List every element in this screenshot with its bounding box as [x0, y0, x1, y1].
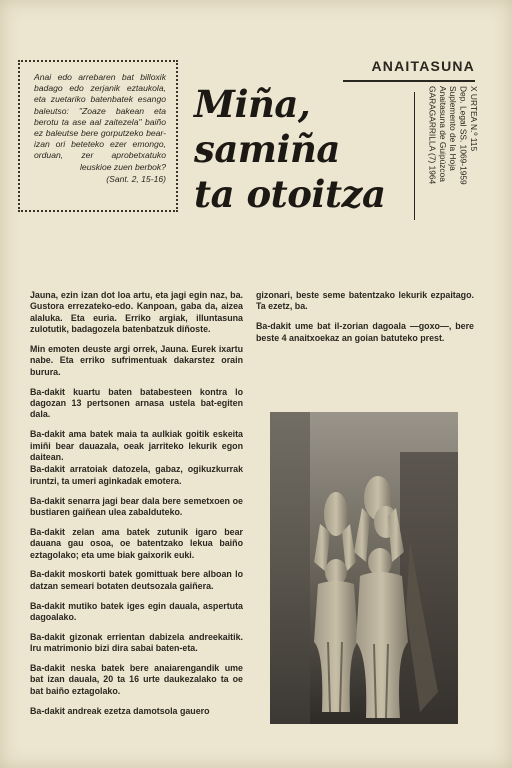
- paragraph: Ba-dakit neska batek bere anaiarengandik ume bat izan dauala, 20 ta 16 urte daukezalako ta oe bat baiño eztagolako.: [30, 663, 243, 696]
- paragraph: Ba-dakit gizonak errientan dabizela andreekaitik. Iru matrimonio bizi dira sabai baten-eta.: [30, 631, 243, 654]
- article-title: [194, 82, 414, 217]
- bleed-through-text: [229, 52, 237, 83]
- publication-name: ANAITASUNA: [371, 58, 475, 74]
- paragraph: Ba-dakit kuartu baten batabesteen kontra lo dagozan 13 pertsonen arnasa ustela bat-egiten dala.: [30, 386, 243, 420]
- quote-text: Anai edo arrebaren bat billoxik badago edo zerjanik eztaukola, eta zuetariko batenbatek esango baleutso: "Zoaze bakean eta berotu ta ase aal zaitezela" baiño ez baleutse bere gorputzeko bear-izan ori beteteko ezer emongo, orduan, zer aprobetxatuko leuskioe zuen berbok?: [34, 72, 166, 172]
- paragraph: Ba-dakit moskorti batek gomittuak bere alboan lo datzan semeari botaten deutsozala gaiñera.: [30, 569, 243, 591]
- paragraph: Min emoten deuste argi orrek, Jauna. Eurek ixartu nabe. Eta erriko sufrimentuak dakarstez orain burura.: [30, 344, 243, 377]
- info-line: GARAGARRILLA (7) 1964: [427, 86, 438, 185]
- info-line: Suplemento de la Hoja: [448, 86, 459, 171]
- info-line: X URTEA N.º 115: [469, 86, 479, 152]
- paragraph: Ba-dakit ama batek maia ta aulkiak goitik eskeita imiñi bear dauazala, oeak jarriteko lekurik egon daitean.: [30, 429, 243, 463]
- title-line: ta otoitza: [194, 172, 386, 216]
- title-line: samiña: [194, 127, 340, 171]
- paragraph: Ba-dakit ume bat il-zorian dagoala —goxo—, bere beste 4 anaitxoekaz an goian batuteko prest.: [256, 321, 474, 343]
- info-line: Dep. Legal SS. 1069-1959: [458, 86, 469, 185]
- article-column-right: [256, 290, 474, 352]
- sculpture-photo: [270, 412, 458, 724]
- paragraph: gizonari, beste seme batentzako lekurik ezpaitago. Ta ezetz, ba.: [256, 290, 474, 312]
- paragraph: Ba-dakit mutiko batek iges egin dauala, aspertuta dagoalako.: [30, 600, 243, 623]
- title-line: Miña,: [194, 82, 311, 126]
- paragraph: Jauna, ezin izan dot loa artu, eta jagi egin naz, ba. Gustora errezateko-edo. Kanpoan, gaba da, aizea alaluka. Eta euria. Erriko argiak, illuntasuna zulotutik, badagozela batenbatzuk diñoste.: [30, 290, 243, 335]
- info-line: Anaitasuna de Guipúzcoa: [437, 86, 448, 182]
- sculpture-illustration: [270, 412, 458, 724]
- paragraph: Ba-dakit senarra jagi bear dala bere semetxoen oe bustiaren gaiñean ulea zabalduteko.: [30, 495, 243, 518]
- paragraph: Ba-dakit zelan ama batek zutunik igaro bear dauana gau osoa, oe batentzako lekua baiño eztagolako; eta ume biak gaixorik euki.: [30, 526, 243, 560]
- publication-info: [419, 86, 479, 226]
- scripture-quote-box: [18, 60, 178, 212]
- paragraph: Ba-dakit andreak ezetza damotsola gauero: [30, 705, 210, 716]
- info-divider: [414, 92, 415, 220]
- quote-reference: (Sant. 2, 15-16): [106, 173, 166, 184]
- paragraph: Ba-dakit arratoiak datozela, gabaz, ogikuzkurrak iruntzi, ta umeri aginkadak emotera.: [30, 464, 243, 486]
- article-column-left: [30, 290, 243, 725]
